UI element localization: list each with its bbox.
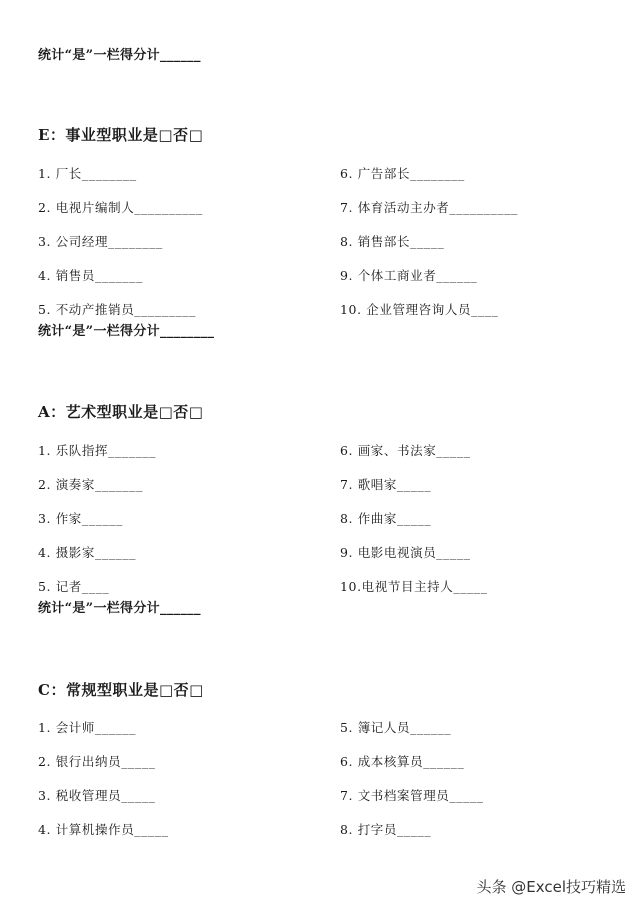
occupation-item: 4. 销售员_______ [38,268,143,283]
section-heading: A：艺术型职业是□否□ [38,403,204,421]
occupation-item: 6. 画家、书法家_____ [340,443,471,458]
occupation-item: 2. 银行出纳员_____ [38,754,156,769]
occupation-item: 6. 广告部长________ [340,166,465,181]
occupation-item: 2. 演奏家_______ [38,477,143,492]
occupation-item: 3. 作家______ [38,511,123,526]
occupation-item: 5. 簿记人员______ [340,720,452,735]
occupation-item: 1. 会计师______ [38,720,137,735]
section-heading: C：常规型职业是□否□ [38,681,204,699]
source-watermark: 头条 @Excel技巧精选 [476,878,626,896]
tally-line: 统计“是”一栏得分计______ [38,601,201,616]
occupation-item: 4. 摄影家______ [38,545,137,560]
occupation-item: 9. 电影电视演员_____ [340,545,471,560]
occupation-item: 8. 作曲家_____ [340,511,432,526]
occupation-item: 5. 不动产推销员_________ [38,302,196,317]
occupation-item: 3. 公司经理________ [38,234,163,249]
occupation-item: 9. 个体工商业者______ [340,268,478,283]
occupation-item: 1. 乐队指挥_______ [38,443,157,458]
occupation-item: 1. 厂长________ [38,166,137,181]
occupation-item: 10. 企业管理咨询人员____ [340,302,499,317]
occupation-item: 7. 歌唱家_____ [340,477,432,492]
occupation-item: 8. 销售部长_____ [340,234,445,249]
occupation-item: 10.电视节目主持人_____ [340,579,488,594]
occupation-item: 6. 成本核算员______ [340,754,465,769]
occupation-item: 7. 体育活动主办者__________ [340,200,518,215]
section-heading: E：事业型职业是□否□ [38,126,204,144]
tally-line: 统计“是”一栏得分计______ [38,48,201,63]
occupation-item: 5. 记者____ [38,579,110,594]
occupation-item: 3. 税收管理员_____ [38,788,156,803]
occupation-item: 2. 电视片编制人__________ [38,200,203,215]
occupation-item: 8. 打字员_____ [340,822,432,837]
occupation-item: 4. 计算机操作员_____ [38,822,169,837]
tally-line: 统计“是”一栏得分计________ [38,324,215,339]
occupation-item: 7. 文书档案管理员_____ [340,788,484,803]
